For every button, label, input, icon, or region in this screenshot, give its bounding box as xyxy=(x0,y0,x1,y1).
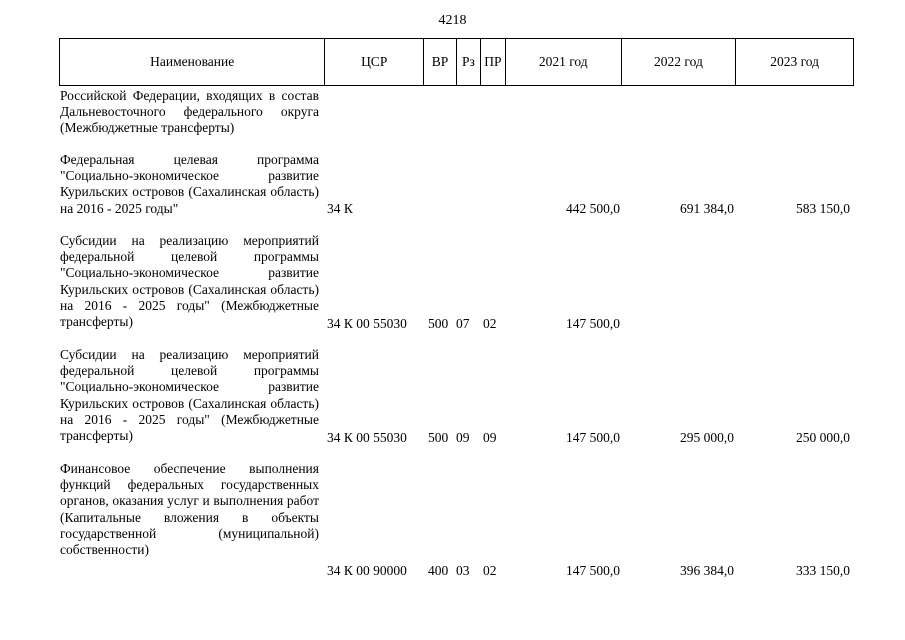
row-name: Субсидии на реализацию мероприятий федеральной целевой программы "Социально-экономическое развитие Курильских островов (Сахалинская область) на 2016 - 2025 годы" (Межбюджетные трансферты) xyxy=(60,233,319,330)
header-rz: Рз xyxy=(457,39,481,85)
row-name: Субсидии на реализацию мероприятий федеральной целевой программы "Социально-экономическое развитие Курильских островов (Сахалинская область) на 2016 - 2025 годы" (Межбюджетные трансферты) xyxy=(60,347,319,444)
row-name: Федеральная целевая программа "Социально-экономическое развитие Курильских островов (Сахалинская область) на 2016 - 2025 годы" xyxy=(60,152,319,216)
row-csr: 34 К 00 90000 xyxy=(327,563,407,578)
header-pr: ПР xyxy=(481,39,506,85)
row-pr: 09 xyxy=(483,430,497,445)
row-vr: 500 xyxy=(428,316,449,331)
row-pr: 02 xyxy=(483,316,497,331)
row-csr: 34 К xyxy=(327,201,353,216)
header-name: Наименование xyxy=(60,39,325,85)
row-rz: 03 xyxy=(456,563,470,578)
row-csr: 34 К 00 55030 xyxy=(327,316,407,331)
row-value-2023: 333 150,0 xyxy=(796,563,850,578)
header-csr: ЦСР xyxy=(325,39,424,85)
row-value-2022: 691 384,0 xyxy=(680,201,734,216)
page-number: 4218 xyxy=(438,13,467,28)
row-value-2021: 147 500,0 xyxy=(566,563,620,578)
header-2021: 2021 год xyxy=(506,39,622,85)
table-header xyxy=(59,38,854,86)
row-value-2023: 583 150,0 xyxy=(796,201,850,216)
header-vr: ВР xyxy=(424,39,457,85)
row-name: Российской Федерации, входящих в состав Дальневосточного федерального округа (Межбюджетные трансферты) xyxy=(60,88,319,136)
row-rz: 09 xyxy=(456,430,470,445)
row-value-2021: 442 500,0 xyxy=(566,201,620,216)
row-value-2022: 295 000,0 xyxy=(680,430,734,445)
row-vr: 500 xyxy=(428,430,449,445)
row-pr: 02 xyxy=(483,563,497,578)
row-value-2022: 396 384,0 xyxy=(680,563,734,578)
row-value-2021: 147 500,0 xyxy=(566,316,620,331)
row-vr: 400 xyxy=(428,563,449,578)
header-2022: 2022 год xyxy=(622,39,737,85)
row-rz: 07 xyxy=(456,316,470,331)
header-2023: 2023 год xyxy=(770,54,820,69)
row-value-2021: 147 500,0 xyxy=(566,430,620,445)
row-csr: 34 К 00 55030 xyxy=(327,430,407,445)
row-name: Финансовое обеспечение выполнения функций федеральных государственных органов, оказания услуг и выполнения работ (Капитальные вложения в объекты государственной (муниципальной) собственности) xyxy=(60,461,319,558)
row-value-2023: 250 000,0 xyxy=(796,430,850,445)
